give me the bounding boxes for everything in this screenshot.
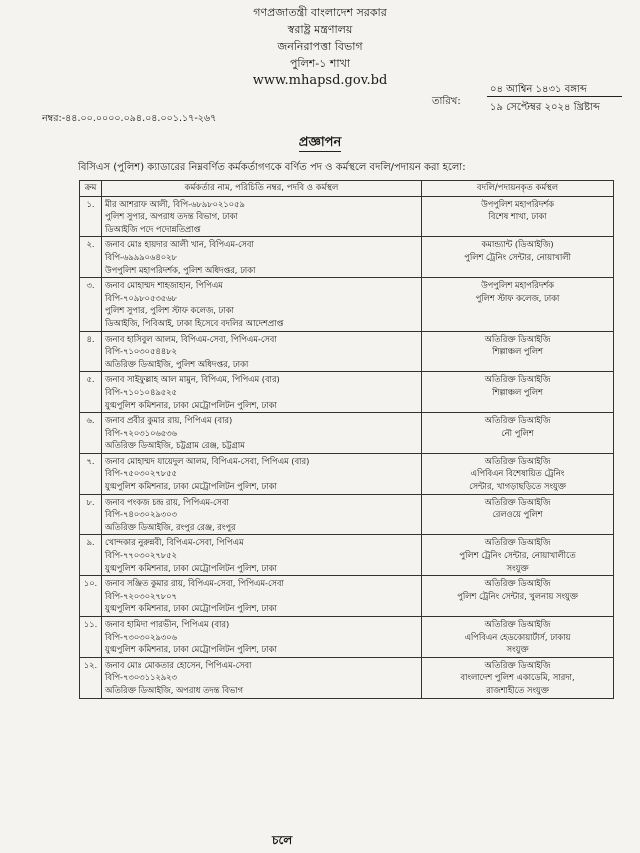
- table-row: [80, 372, 614, 413]
- officer-line: জনাব মোহাম্মদ যায়েদুল আলম, বিপিএম-সেবা, পিপিএম (বার): [105, 455, 310, 466]
- officer-cell: [102, 413, 422, 454]
- officer-line: বিপি-৭৩০৩১১২৯২৩: [105, 672, 177, 683]
- posting-line: পুলিশ ট্রেনিং সেন্টার, নোয়াখালীতে: [459, 550, 576, 561]
- memo-number: নম্বর:-৪৪.০০.০০০০.০৯৪.০৪.০০১.১৭-২৬৭: [42, 113, 217, 124]
- officer-line: বিপি-৭৫০৩০২৭৮৫৫: [105, 468, 177, 479]
- officer-line: বিপি-৭১০১০৪৯৫২৫: [105, 386, 177, 397]
- posting-cell: [422, 196, 614, 237]
- branch-name: পুলিশ-১ শাখা: [289, 57, 351, 70]
- date-gregorian: ১৯ সেপ্টেম্বর ২০২৪ খ্রিষ্টাব্দ: [490, 102, 600, 113]
- officer-line: বিপি-৭০৯৮০৫৩৫৬৮: [105, 292, 177, 303]
- posting-line: সংযুক্ত: [506, 644, 529, 655]
- posting-cell: [422, 331, 614, 372]
- table-row: [80, 657, 614, 698]
- officer-line: অতিরিক্ত ডিআইজি, চট্টগ্রাম রেঞ্জ, চট্টগ্রাম: [105, 440, 245, 451]
- row-serial: ৪.: [80, 331, 102, 372]
- transfer-table: [79, 180, 614, 699]
- posting-line: অতিরিক্ত ডিআইজি: [484, 415, 551, 426]
- officer-cell: [102, 331, 422, 372]
- table-header-row: [80, 181, 614, 197]
- posting-line: অতিরিক্ত ডিআইজি: [484, 537, 551, 548]
- posting-line: পুলিশ স্টাফ কলেজ, ঢাকা: [475, 292, 560, 303]
- posting-line: রেলওয়ে পুলিশ: [492, 509, 543, 520]
- row-serial: ৫.: [80, 372, 102, 413]
- division-name: জননিরাপত্তা বিভাগ: [277, 40, 363, 53]
- row-serial: ৭.: [80, 453, 102, 494]
- officer-line: জনাব প্রবীর কুমার রায়, পিপিএম (বার): [105, 415, 233, 426]
- posting-line: অতিরিক্ত ডিআইজি: [484, 333, 551, 344]
- officer-line: বিপি-৬৯৯৯০৬৪০২৮: [105, 251, 177, 262]
- table-row: [80, 617, 614, 658]
- posting-line: অতিরিক্ত ডিআইজি: [484, 455, 551, 466]
- posting-line: পুলিশ ট্রেনিং সেন্টার, নোয়াখালী: [464, 251, 571, 262]
- officer-line: জনাব মোঃ মোকতার হোসেন, পিপিএম-সেবা: [105, 659, 252, 670]
- officer-cell: [102, 372, 422, 413]
- row-serial: ১১.: [80, 617, 102, 658]
- posting-cell: [422, 372, 614, 413]
- posting-cell: [422, 657, 614, 698]
- officer-line: জনাব মোহাম্মদ শাহজাহান, পিপিএম: [105, 280, 223, 291]
- posting-line: উপপুলিশ মহাপরিদর্শক: [481, 280, 554, 291]
- posting-line: অতিরিক্ত ডিআইজি: [484, 659, 551, 670]
- document-title: [0, 133, 640, 154]
- officer-line: যুগ্মপুলিশ কমিশনার, ঢাকা মেট্রোপলিটন পুলিশ, ঢাকা: [105, 562, 277, 573]
- table-row: [80, 196, 614, 237]
- header-serial: ক্রম: [80, 181, 102, 197]
- date-label: তারিখ:: [432, 96, 461, 107]
- officer-line: বিপি-৭৩০৩০২৯৩০৬: [105, 631, 177, 642]
- officer-cell: [102, 278, 422, 331]
- row-serial: ১০.: [80, 576, 102, 617]
- posting-cell: [422, 494, 614, 535]
- officer-cell: [102, 617, 422, 658]
- header-officer: কর্মকর্তার নাম, পরিচিতি নম্বর, পদবি ও কর্মস্থল: [102, 181, 422, 197]
- officer-line: পুলিশ সুপার, পুলিশ স্টাফ কলেজ, ঢাকা: [105, 305, 234, 316]
- officer-cell: [102, 494, 422, 535]
- officer-line: জনাব হাসিবুল আলম, বিপিএম-সেবা, পিপিএম-সেবা: [105, 333, 277, 344]
- row-serial: ১২.: [80, 657, 102, 698]
- officer-cell: [102, 237, 422, 278]
- header-posting: বদলি/পদায়নকৃত কর্মস্থল: [422, 181, 614, 197]
- officer-line: বিপি-৭২০৩১০৬৫৩৬: [105, 427, 177, 438]
- officer-line: খোন্দকার নুরুন্নবী, বিপিএম-সেবা, পিপিএম: [105, 537, 244, 548]
- officer-line: জনাব পংকজ চন্দ্র রায়, পিপিএম-সেবা: [105, 496, 229, 507]
- posting-line: সংযুক্ত: [506, 562, 529, 573]
- officer-line: ডিআইজি পদে পদোন্নতিপ্রাপ্ত: [105, 223, 201, 234]
- posting-line: কমান্ড্যান্ট (ডিআইজি): [481, 239, 554, 250]
- officer-line: মীর আশরাফ আলী, বিপি-৬৮৯৮০২১০৫৯: [105, 198, 245, 209]
- posting-line: এপিবিএন বিশেষায়িত ট্রেনিং: [470, 468, 565, 479]
- page-continue-mark: চলে: [272, 833, 293, 847]
- table-row: [80, 576, 614, 617]
- intro-text: বিসিএস (পুলিশ) ক্যাডারের নিম্নবর্ণিত কর্মকর্তাগণকে বর্ণিত পদ ও কর্মস্থলে বদলি/পদায়ন করা হলো:: [78, 162, 466, 173]
- table-row: [80, 413, 614, 454]
- posting-cell: [422, 576, 614, 617]
- row-serial: ২.: [80, 237, 102, 278]
- posting-cell: [422, 278, 614, 331]
- date-divider: [487, 96, 622, 97]
- officer-line: বিপি-৭৪০৩০২৯৩০৩: [105, 509, 177, 520]
- row-serial: ৮.: [80, 494, 102, 535]
- row-serial: ৬.: [80, 413, 102, 454]
- posting-cell: [422, 413, 614, 454]
- posting-line: অতিরিক্ত ডিআইজি: [484, 578, 551, 589]
- officer-line: যুগ্মপুলিশ কমিশনার, ঢাকা মেট্রোপলিটন পুলিশ, ঢাকা: [105, 644, 277, 655]
- officer-cell: [102, 453, 422, 494]
- posting-line: বাংলাদেশ পুলিশ একাডেমি, সারদা,: [460, 672, 575, 683]
- officer-line: যুগ্মপুলিশ কমিশনার, ঢাকা মেট্রোপলিটন পুলিশ, ঢাকা: [105, 603, 277, 614]
- row-serial: ১.: [80, 196, 102, 237]
- ministry-name: স্বরাষ্ট্র মন্ত্রণালয়: [287, 23, 353, 36]
- letterhead: [200, 4, 440, 90]
- officer-line: অতিরিক্ত ডিআইজি, অপরাধ তদন্ত বিভাগ: [105, 684, 243, 695]
- row-serial: ৯.: [80, 535, 102, 576]
- posting-cell: [422, 617, 614, 658]
- officer-line: জনাব মোঃ হায়দার আলী খান, বিপিএম-সেবা: [105, 239, 254, 250]
- posting-line: নৌ পুলিশ: [501, 427, 534, 438]
- posting-line: উপপুলিশ মহাপরিদর্শক: [481, 198, 554, 209]
- table-row: [80, 453, 614, 494]
- title-text: প্রজ্ঞাপন: [298, 135, 342, 150]
- posting-cell: [422, 453, 614, 494]
- date-bangla: ০৪ আশ্বিন ১৪৩১ বঙ্গাব্দ: [490, 84, 587, 95]
- posting-line: অতিরিক্ত ডিআইজি: [484, 374, 551, 385]
- table-row: [80, 331, 614, 372]
- officer-line: বিপি-৭২০৩০২৭৮০৭: [105, 590, 177, 601]
- officer-line: জনাব সঞ্জিত কুমার রায়, বিপিএম-সেবা, পিপিএম-সেবা: [105, 578, 284, 589]
- table-row: [80, 494, 614, 535]
- officer-cell: [102, 196, 422, 237]
- website-url: www.mhapsd.gov.bd: [252, 73, 388, 88]
- posting-line: অতিরিক্ত ডিআইজি: [484, 496, 551, 507]
- table-row: [80, 237, 614, 278]
- officer-line: জনাব হামিদা পারভীন, পিপিএম (বার): [105, 619, 230, 629]
- government-name: গণপ্রজাতন্ত্রী বাংলাদেশ সরকার: [253, 6, 387, 19]
- officer-line: উপপুলিশ মহাপরিদর্শক, পুলিশ অধিদপ্তর, ঢাকা: [105, 264, 256, 275]
- posting-line: বিশেষ শাখা, ঢাকা: [488, 211, 547, 222]
- officer-line: পুলিশ সুপার, অপরাধ তদন্ত বিভাগ, ঢাকা: [105, 211, 238, 222]
- posting-line: পুলিশ ট্রেনিং সেন্টার, খুলনায় সংযুক্ত: [457, 590, 578, 601]
- posting-cell: [422, 237, 614, 278]
- posting-line: শিল্পাঞ্চল পুলিশ: [492, 346, 543, 357]
- officer-line: বিপি-৭১০৩০৫৪৪৮২: [105, 346, 177, 357]
- posting-line: শিল্পাঞ্চল পুলিশ: [492, 386, 543, 397]
- posting-line: সেন্টার, খাগড়াছড়িতে সংযুক্ত: [469, 481, 566, 492]
- officer-line: অতিরিক্ত ডিআইজি, রংপুর রেঞ্জ, রংপুর: [105, 521, 236, 532]
- officer-line: যুগ্মপুলিশ কমিশনার, ঢাকা মেট্রোপলিটন পুলিশ, ঢাকা: [105, 481, 277, 492]
- officer-cell: [102, 657, 422, 698]
- officer-line: অতিরিক্ত ডিআইজি, পুলিশ অধিদপ্তর, ঢাকা: [105, 358, 249, 369]
- table-row: [80, 278, 614, 331]
- row-serial: ৩.: [80, 278, 102, 331]
- table-row: [80, 535, 614, 576]
- officer-line: যুগ্মপুলিশ কমিশনার, ঢাকা মেট্রোপলিটন পুলিশ, ঢাকা: [105, 399, 277, 410]
- officer-cell: [102, 576, 422, 617]
- posting-line: অতিরিক্ত ডিআইজি: [484, 619, 551, 629]
- posting-line: এপিবিএন হেডকোয়ার্টার্স, ঢাকায়: [464, 631, 571, 642]
- posting-cell: [422, 535, 614, 576]
- posting-line: রাজশাহীতে সংযুক্ত: [486, 684, 549, 695]
- officer-cell: [102, 535, 422, 576]
- officer-line: ডিআইজি, পিবিআই, ঢাকা হিসেবে বদলির আদেশপ্রাপ্ত: [105, 317, 284, 328]
- officer-line: বিপি-৭৭০৩০২৭৮৫২: [105, 550, 177, 561]
- officer-line: জনাব সাইফুল্লাহ আল মামুন, বিপিএম, পিপিএম (বার): [105, 374, 280, 385]
- table-body: [80, 196, 614, 698]
